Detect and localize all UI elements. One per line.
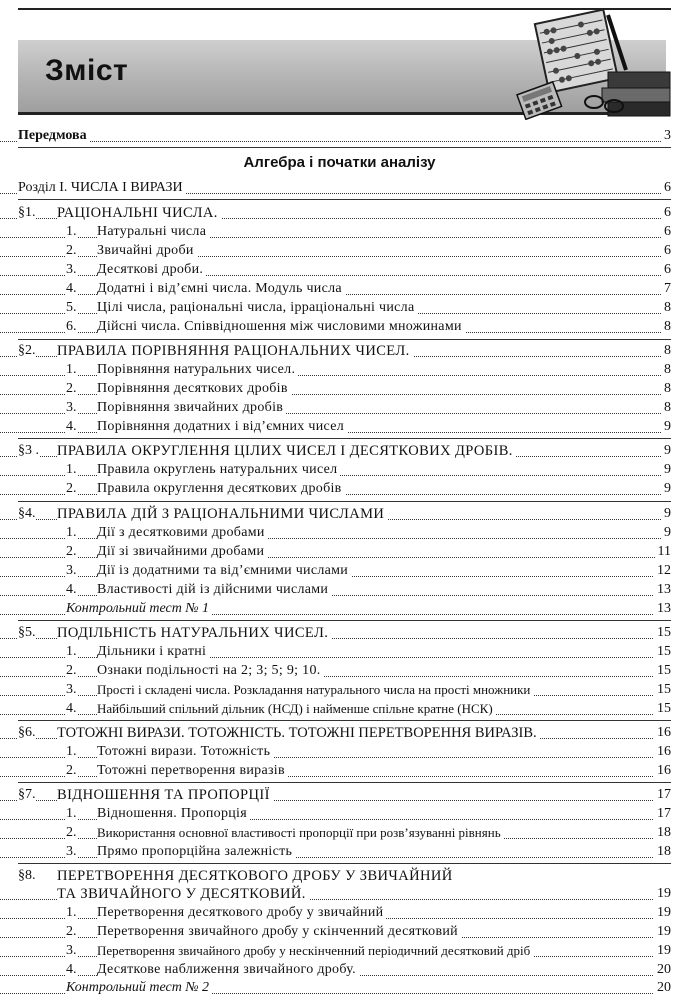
divider	[18, 199, 671, 200]
item-number: 3.	[66, 682, 77, 697]
toc-preface-label: Передмова	[18, 127, 90, 145]
toc-item[interactable]	[0, 843, 679, 861]
toc-page-number: 20	[654, 961, 671, 979]
toc-page-number: 13	[654, 581, 671, 599]
toc-item[interactable]	[0, 824, 679, 842]
item-number: 3.	[66, 844, 77, 859]
item-title: Правила округлення десяткових дробів	[97, 480, 345, 498]
toc-item[interactable]	[0, 681, 679, 699]
divider	[18, 720, 671, 721]
test-title: Контрольний тест № 2	[66, 979, 212, 997]
item-number: 5.	[66, 300, 77, 315]
toc-page-number: 16	[654, 743, 671, 761]
toc-page-number: 6	[661, 179, 671, 197]
toc-item[interactable]	[0, 418, 679, 436]
toc-item[interactable]	[0, 942, 679, 960]
toc-item[interactable]	[0, 543, 679, 561]
divider	[18, 339, 671, 340]
item-title: Дійсні числа. Співвідношення між числовими множинами	[97, 318, 465, 336]
toc-item[interactable]	[0, 461, 679, 479]
toc-item[interactable]	[0, 399, 679, 417]
toc-section[interactable]	[0, 724, 679, 742]
section-title: ПРАВИЛА ПОРІВНЯННЯ РАЦІОНАЛЬНИХ ЧИСЕЛ.	[57, 342, 413, 360]
item-title: Дії із додатними та від’ємними числами	[97, 562, 351, 580]
divider	[18, 501, 671, 502]
item-number: 2.	[66, 924, 77, 939]
toc-page-number: 3	[661, 127, 671, 145]
item-number: 6.	[66, 319, 77, 334]
item-title: Дії зі звичайними дробами	[97, 543, 267, 561]
item-number: 4.	[66, 701, 77, 716]
item-number: 1.	[66, 462, 77, 477]
toc-item[interactable]	[0, 762, 679, 780]
item-number: 2.	[66, 243, 77, 258]
toc-item[interactable]	[0, 923, 679, 941]
toc-test[interactable]	[0, 979, 679, 997]
divider	[18, 438, 671, 439]
divider	[18, 620, 671, 621]
toc-test[interactable]	[0, 600, 679, 618]
toc-chapter[interactable]	[0, 179, 679, 197]
item-title: Перетворення звичайного дробу у нескінченний періодичний десятковий дріб	[97, 942, 533, 960]
test-title: Контрольний тест № 1	[66, 600, 212, 618]
toc-item[interactable]	[0, 662, 679, 680]
item-number: 1.	[66, 224, 77, 239]
toc-page-number: 9	[661, 418, 671, 436]
toc-item[interactable]	[0, 805, 679, 823]
item-title: Тотожні вирази. Тотожність	[97, 743, 273, 761]
toc-page-number: 15	[654, 624, 671, 642]
item-title: Прямо пропорційна залежність	[97, 843, 295, 861]
section-title-line-2: ТА ЗВИЧАЙНОГО У ДЕСЯТКОВИЙ.	[57, 885, 309, 903]
toc-item[interactable]	[0, 581, 679, 599]
toc-page-number: 19	[654, 885, 671, 903]
toc-page-number: 16	[654, 762, 671, 780]
item-title: Порівняння десяткових дробів	[97, 380, 291, 398]
item-title: Натуральні числа	[97, 223, 209, 241]
item-title: Найбільший спільний дільник (НСД) і найменше спільне кратне (НСК)	[97, 700, 496, 718]
item-title: Десяткове наближення звичайного дробу.	[97, 961, 359, 979]
toc-page-number: 8	[661, 380, 671, 398]
toc-item[interactable]	[0, 643, 679, 661]
toc-item[interactable]	[0, 961, 679, 979]
item-number: 1.	[66, 806, 77, 821]
item-number: 3.	[66, 262, 77, 277]
toc-page-number: 11	[655, 543, 671, 561]
toc-item[interactable]	[0, 904, 679, 922]
section-number: §7.	[18, 787, 36, 802]
item-title: Тотожні перетворення виразів	[97, 762, 288, 780]
toc-section-continued[interactable]	[0, 885, 679, 903]
item-number: 1.	[66, 905, 77, 920]
item-number: 2.	[66, 381, 77, 396]
toc-page-number: 19	[654, 942, 671, 960]
item-title: Порівняння додатних і від’ємних чисел	[97, 418, 347, 436]
toc-section[interactable]	[0, 624, 679, 642]
item-title: Відношення. Пропорція	[97, 805, 250, 823]
toc-page-number: 6	[661, 204, 671, 222]
toc-page-number: 8	[661, 399, 671, 417]
section-number: §2.	[18, 343, 36, 358]
item-number: 4.	[66, 419, 77, 434]
item-number: 3.	[66, 400, 77, 415]
toc-item[interactable]	[0, 223, 679, 241]
toc-page-number: 17	[654, 805, 671, 823]
toc-page-number: 12	[654, 562, 671, 580]
section-number: §4.	[18, 506, 36, 521]
toc-page-number: 18	[654, 843, 671, 861]
section-title: ПОДІЛЬНІСТЬ НАТУРАЛЬНИХ ЧИСЕЛ.	[57, 624, 331, 642]
item-number: 2.	[66, 825, 77, 840]
section-number: §5.	[18, 625, 36, 640]
item-title: Перетворення десяткового дробу у звичайний	[97, 904, 386, 922]
toc-page-number: 13	[654, 600, 671, 618]
toc-item[interactable]	[0, 280, 679, 298]
page-title: Зміст	[45, 54, 129, 87]
toc-page-number: 18	[654, 824, 671, 842]
item-number: 4.	[66, 582, 77, 597]
toc-section[interactable]	[0, 505, 679, 523]
toc-page-number: 9	[661, 524, 671, 542]
item-title: Порівняння звичайних дробів	[97, 399, 286, 417]
section-number: §1.	[18, 205, 36, 220]
toc-item[interactable]	[0, 380, 679, 398]
section-title: ПЕРЕТВОРЕННЯ ДЕСЯТКОВОГО ДРОБУ У ЗВИЧАЙНИЙ	[57, 867, 456, 885]
toc-section[interactable]	[0, 442, 679, 460]
section-title: ТОТОЖНІ ВИРАЗИ. ТОТОЖНІСТЬ. ТОТОЖНІ ПЕРЕТВОРЕННЯ ВИРАЗІВ.	[57, 724, 540, 742]
toc-page-number: 6	[661, 242, 671, 260]
item-number: 2.	[66, 544, 77, 559]
item-number: 3.	[66, 943, 77, 958]
item-title: Прості і складені числа. Розкладання натурального числа на прості множники	[97, 681, 533, 699]
item-title: Десяткові дроби.	[97, 261, 206, 279]
toc-item[interactable]	[0, 480, 679, 498]
toc-page-number: 15	[654, 700, 671, 718]
part-title: Алгебра і початки аналізу	[243, 154, 436, 171]
item-title: Звичайні дроби	[97, 242, 197, 260]
toc-page-number: 15	[654, 662, 671, 680]
toc-item[interactable]	[0, 318, 679, 336]
item-number: 1.	[66, 525, 77, 540]
toc-page-number: 15	[654, 681, 671, 699]
item-number: 3.	[66, 563, 77, 578]
toc-page-number: 6	[661, 261, 671, 279]
item-title: Перетворення звичайного дробу у скінченний десятковий	[97, 923, 461, 941]
toc-item[interactable]	[0, 361, 679, 379]
item-number: 1.	[66, 744, 77, 759]
toc-section[interactable]	[0, 786, 679, 804]
toc-page-number: 19	[654, 923, 671, 941]
toc-page-number: 8	[661, 318, 671, 336]
item-number: 4.	[66, 962, 77, 977]
toc-item[interactable]	[0, 743, 679, 761]
toc-item[interactable]	[0, 524, 679, 542]
toc-page-number: 9	[661, 505, 671, 523]
toc-page-number: 8	[661, 299, 671, 317]
toc-page-number: 7	[661, 280, 671, 298]
item-title: Використання основної властивості пропорції при розв’язуванні рівнянь	[97, 824, 504, 842]
section-number: §3 .	[18, 443, 39, 458]
toc-page-number: 8	[661, 361, 671, 379]
toc-page-number: 6	[661, 223, 671, 241]
section-number: §6.	[18, 725, 36, 740]
item-number: 4.	[66, 281, 77, 296]
toc-page-number: 20	[654, 979, 671, 997]
item-number: 1.	[66, 362, 77, 377]
toc-chapter-label: Розділ I. ЧИСЛА І ВИРАЗИ	[18, 179, 186, 197]
toc-page-number: 16	[654, 724, 671, 742]
toc-page-number: 8	[661, 342, 671, 360]
item-number: 1.	[66, 644, 77, 659]
item-title: Ознаки подільності на 2; 3; 5; 9; 10.	[97, 662, 324, 680]
section-title: ПРАВИЛА ДІЙ З РАЦІОНАЛЬНИМИ ЧИСЛАМИ	[57, 505, 387, 523]
toc-section[interactable]	[0, 204, 679, 222]
toc-page-number: 19	[654, 904, 671, 922]
section-title: РАЦІОНАЛЬНІ ЧИСЛА.	[57, 204, 221, 222]
divider	[18, 863, 671, 864]
toc-page-number: 17	[654, 786, 671, 804]
section-number: §8.	[18, 868, 36, 883]
item-title: Додатні і від’ємні числа. Модуль числа	[97, 280, 345, 298]
toc-page-number: 9	[661, 480, 671, 498]
toc-section[interactable]	[0, 867, 679, 885]
section-title: ВІДНОШЕННЯ ТА ПРОПОРЦІЇ	[57, 786, 273, 804]
item-title: Дії з десятковими дробами	[97, 524, 268, 542]
item-number: 2.	[66, 663, 77, 678]
toc-preface[interactable]	[0, 127, 679, 145]
toc-item[interactable]	[0, 299, 679, 317]
item-number: 2.	[66, 481, 77, 496]
divider	[18, 147, 671, 148]
item-title: Властивості дій із дійсними числами	[97, 581, 331, 599]
toc-item[interactable]	[0, 242, 679, 260]
divider	[18, 782, 671, 783]
toc-section[interactable]	[0, 342, 679, 360]
toc-item[interactable]	[0, 700, 679, 718]
toc-page-number: 9	[661, 442, 671, 460]
toc-item[interactable]	[0, 562, 679, 580]
item-title: Порівняння натуральних чисел.	[97, 361, 298, 379]
toc-item[interactable]	[0, 261, 679, 279]
toc-page-number: 15	[654, 643, 671, 661]
toc-page-number: 9	[661, 461, 671, 479]
item-title: Дільники і кратні	[97, 643, 209, 661]
item-title: Правила округлень натуральних чисел	[97, 461, 340, 479]
item-number: 2.	[66, 763, 77, 778]
section-title: ПРАВИЛА ОКРУГЛЕННЯ ЦІЛИХ ЧИСЕЛ І ДЕСЯТКОВИХ ДРОБІВ.	[57, 442, 516, 460]
item-title: Цілі числа, раціональні числа, ірраціональні числа	[97, 299, 417, 317]
